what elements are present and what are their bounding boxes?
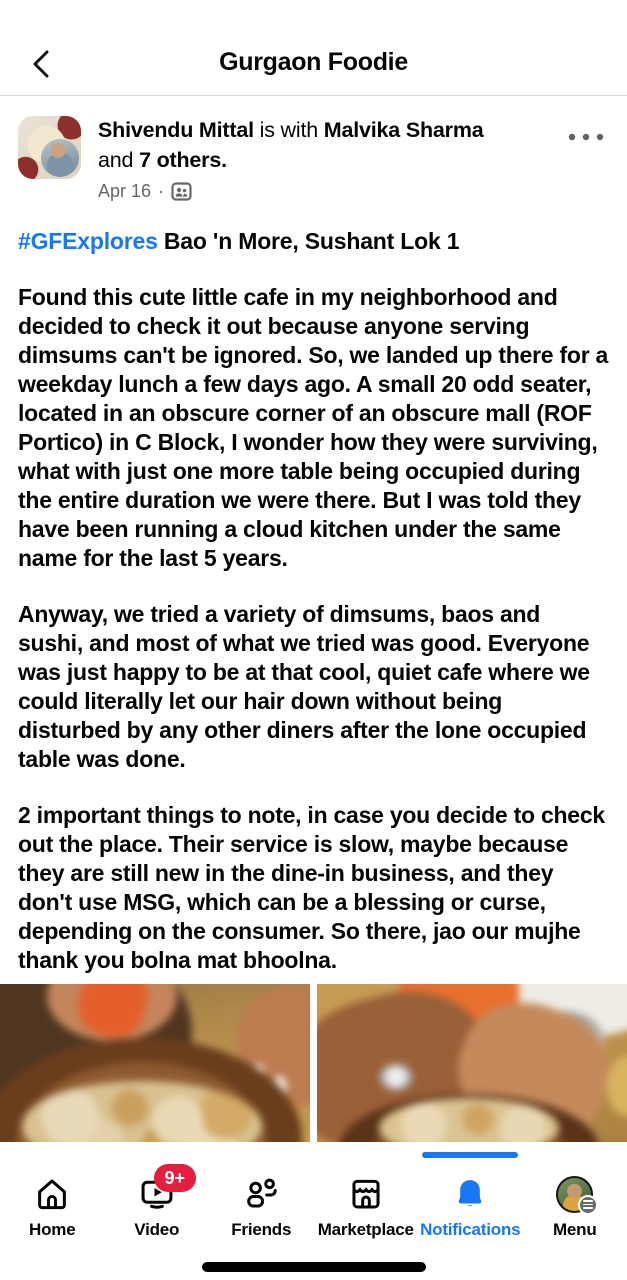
- post-options-button[interactable]: [563, 120, 609, 154]
- author-avatar-inset: [41, 139, 79, 177]
- post-header: [18, 116, 609, 202]
- post-byline: [98, 116, 498, 175]
- status-bar-spacer: [0, 0, 627, 30]
- menu-hamburger-icon: [578, 1195, 598, 1215]
- nav-label-marketplace: Marketplace: [317, 1220, 414, 1239]
- photo-right-art: [317, 984, 627, 1142]
- nav-item-menu[interactable]: [523, 1171, 627, 1240]
- active-tab-indicator: [422, 1152, 518, 1158]
- back-chevron-icon: [29, 49, 55, 79]
- post-meta: [98, 181, 563, 202]
- post-title-line: [18, 227, 609, 256]
- byline-connector-2: and: [98, 147, 134, 172]
- group-privacy-icon: [171, 182, 192, 201]
- post-photo-left[interactable]: [0, 984, 310, 1142]
- notifications-bell-icon: [451, 1175, 489, 1213]
- nav-item-notifications[interactable]: [418, 1171, 523, 1240]
- nav-label-friends: Friends: [231, 1220, 292, 1239]
- back-button[interactable]: [22, 44, 62, 84]
- post-paragraph-2: Anyway, we tried a variety of dimsums, baos and sushi, and most of what we tried was good. Everyone was just happy to be at that cool, quiet cafe where we could literally let our hair down without being disturbed by any other diners after the lone occupied table was done.: [18, 601, 590, 773]
- post-title-text: Bao 'n More, Sushant Lok 1: [163, 228, 460, 255]
- nav-label-menu: Menu: [552, 1220, 597, 1239]
- home-icon: [33, 1175, 71, 1213]
- friends-icon: [242, 1175, 280, 1213]
- menu-avatar: [556, 1176, 593, 1213]
- marketplace-icon: [347, 1175, 385, 1213]
- nav-items: [0, 1158, 627, 1240]
- bottom-navigation: [0, 1158, 627, 1280]
- home-indicator-bar[interactable]: [202, 1262, 426, 1272]
- byline-connector: is with: [259, 118, 318, 142]
- nav-item-marketplace[interactable]: [314, 1171, 419, 1240]
- tagged-name-link[interactable]: Malvika Sharma: [323, 118, 484, 142]
- hashtag-link[interactable]: #GFExplores: [18, 228, 158, 255]
- post-paragraph-3: 2 important things to note, in case you decide to check out the place. Their service is slow, maybe because they are still new in the dine-in business, and they don't use MSG, which can be a blessing or curse, depending on the consumer. So there, jao our mujhe thank you bolna mat bhoolna.: [18, 802, 605, 974]
- group-title: Gurgaon Foodie: [219, 48, 408, 76]
- video-badge: 9+: [154, 1164, 196, 1192]
- post-paragraph-1: Found this cute little cafe in my neighborhood and decided to check it out because anyone serving dimsums can't be ignored. So, we landed up there for a weekday lunch a few days ago. A small 20 odd seater, located in an obscure corner of an obscure mall (ROF Portico) in C Block, I wonder how they were surviving, what with just one more table being occupied during the entire duration we were there. But I was told they have been running a cloud kitchen under the same name for the last 5 years.: [18, 284, 609, 572]
- post-date[interactable]: Apr 16: [98, 181, 152, 202]
- nav-label-notifications: Notifications: [420, 1220, 521, 1239]
- meta-separator: ·: [158, 181, 165, 202]
- author-name-link[interactable]: Shivendu Mittal: [98, 118, 254, 142]
- post-photo-grid: [0, 984, 627, 1142]
- post-header-text: [98, 116, 563, 202]
- photo-left-art: [0, 984, 310, 1142]
- post-body: [0, 283, 627, 975]
- nav-item-friends[interactable]: [209, 1171, 314, 1240]
- ellipsis-icon: [567, 132, 605, 142]
- author-avatar[interactable]: [18, 116, 81, 179]
- others-link[interactable]: 7 others.: [139, 147, 227, 172]
- post-photo-right[interactable]: [317, 984, 627, 1142]
- nav-label-video: Video: [134, 1220, 180, 1239]
- top-bar: [0, 30, 627, 96]
- nav-label-home: Home: [29, 1220, 76, 1239]
- nav-item-home[interactable]: [0, 1171, 105, 1240]
- nav-item-video[interactable]: [105, 1167, 210, 1240]
